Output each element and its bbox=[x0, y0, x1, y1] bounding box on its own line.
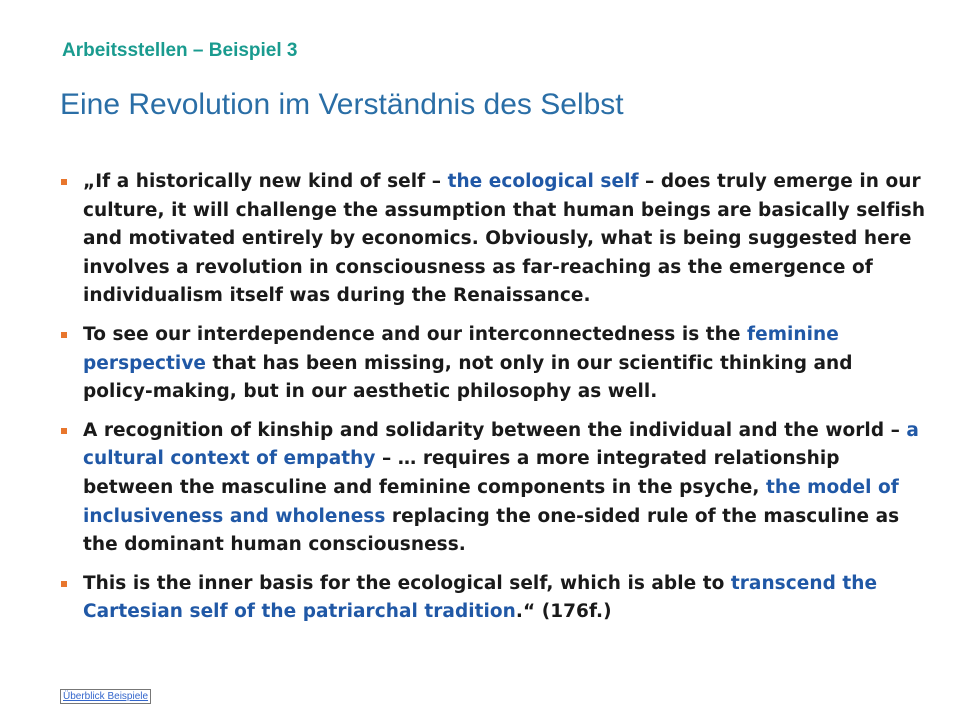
bullet-item-4 bbox=[58, 570, 928, 627]
bullet-1-part-3: – does truly emerge in our culture, it will challenge the assumption that human beings are basically selfish and motivated entirely by economics. Obviously, what is being suggested here involves a revolution in consciousness as far-reaching as the emergence of individualism itself was during the Renaissance. bbox=[83, 171, 926, 307]
bullet-4-part-1: This is the inner basis for the ecological self, which is able to bbox=[83, 572, 731, 594]
highlight-cultural-context: a cultural context of empathy bbox=[83, 419, 919, 470]
slide-kicker: Arbeitsstellen – Beispiel 3 bbox=[62, 40, 298, 61]
highlight-transcend-cartesian: transcend the Cartesian self of the patriarchal tradition bbox=[83, 572, 878, 623]
highlight-model-inclusiveness: the model of inclusiveness and wholeness bbox=[83, 476, 899, 527]
bullet-text-4 bbox=[83, 570, 928, 627]
bullet-text-2 bbox=[83, 321, 928, 407]
highlight-feminine-perspective: feminine perspective bbox=[83, 323, 839, 374]
square-bullet-icon bbox=[61, 581, 67, 587]
square-bullet-icon bbox=[61, 332, 67, 338]
bullet-2-part-3: that has been missing, not only in our scientific thinking and policy-making, but in our aesthetic philosophy as well. bbox=[83, 352, 853, 403]
bullet-4-part-3: .“ (176f.) bbox=[515, 601, 612, 623]
bullet-item-2 bbox=[58, 321, 928, 407]
overview-examples-link[interactable]: Überblick Beispiele bbox=[60, 689, 151, 704]
bullet-3-part-5: replacing the one-sided rule of the masculine as the dominant human consciousness. bbox=[83, 505, 900, 556]
highlight-ecological-self: the ecological self bbox=[447, 171, 639, 192]
bullet-list bbox=[58, 168, 928, 637]
bullet-3-part-3: – … requires a more integrated relationship between the masculine and feminine components in the psyche, bbox=[83, 448, 840, 498]
bullet-1-part-1: „If a historically new kind of self – bbox=[83, 171, 448, 192]
square-bullet-icon bbox=[61, 428, 67, 434]
bullet-text-1 bbox=[83, 168, 928, 311]
square-bullet-icon bbox=[61, 179, 67, 185]
bullet-3-part-1: A recognition of kinship and solidarity between the individual and the world – bbox=[83, 419, 907, 441]
slide-title: Eine Revolution im Verständnis des Selbst bbox=[60, 88, 624, 121]
bullet-item-1 bbox=[58, 168, 928, 311]
bullet-text-3 bbox=[83, 417, 928, 560]
bullet-2-part-1: To see our interdependence and our interconnectedness is the bbox=[83, 323, 747, 345]
bullet-item-3 bbox=[58, 417, 928, 560]
